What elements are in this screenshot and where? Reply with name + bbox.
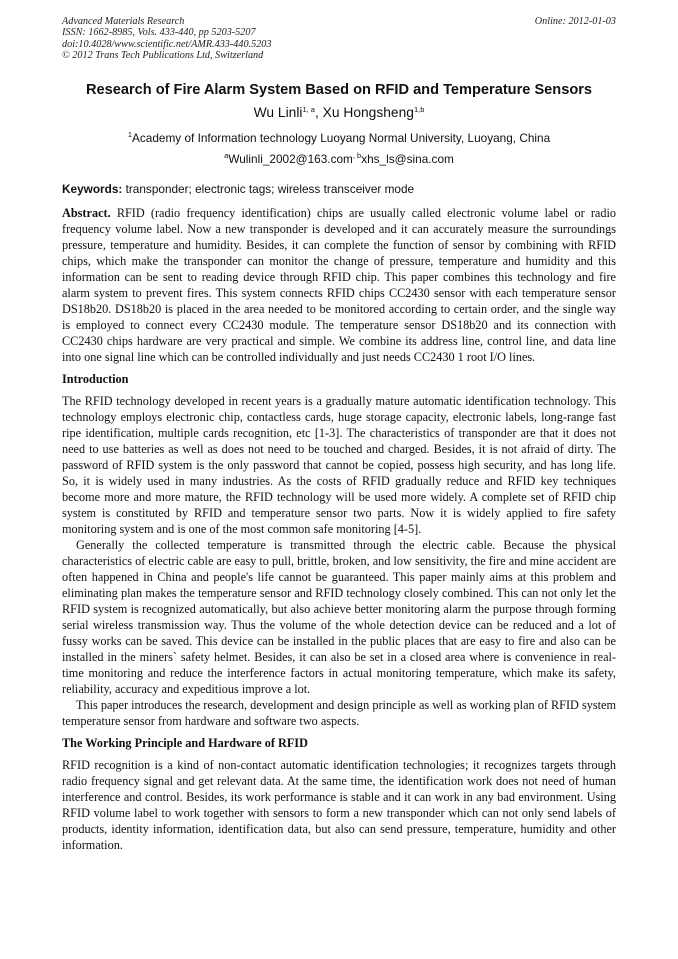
email-link[interactable]: Wulinli_2002@163.com <box>228 152 353 166</box>
affiliation <box>62 130 616 146</box>
online-date: Online: 2012-01-03 <box>534 16 616 27</box>
paragraph: Generally the collected temperature is transmitted through the electric cable. Because the physical characteristics of electric cable are easy to pull, brittle, broken, and low sensitivity, the fire and mine accident are often happened in China and people's life cannot be guaranteed. This paper mainly aims at this problem and eliminating plan makes the temperature sensor and RFID technology closely combined. This can not only let the RFID system is recognized automatically, but also achieve better monitoring alarm the purpose through forming serial wireless transmission way. Thus the volume of the whole detection device can be reduced and a lot of fussy works can be saved. This device can be installed in the public places that are easy to fire and also can be installed in the miners` safety helmet. Besides, it can also be set in a closed area where is convenience in real-time monitoring and reduce the interference factors in actual monitoring temperature, which make its safety, reliability, accuracy and expeditious improve a lot. <box>62 538 616 696</box>
abstract-label: Abstract. <box>62 206 111 220</box>
paragraph: This paper introduces the research, development and design principle as well as working plan of RFID system temperature sensor from hardware and software two aspects. <box>62 698 616 728</box>
journal-header <box>62 16 616 62</box>
author-separator: , <box>314 105 323 120</box>
paragraph: The RFID technology developed in recent years is a gradually mature automatic identification technology. This technology employs electronic chip, contactless cards, huge storage capacity, electronic labels, long-range fast ripe identification, multiple cards recognition, etc [1-3]. The characteristics of transponder are that it does not need to use batteries as well as does not need to be touched and charged. Besides, it is not afraid of dirty. The password of RFID system is the only password that cannot be copied, possess high security, and has long life. So, it is widely used in many industries. As the costs of RFID gradually reduce and RFID key techniques become more and more mature, the RFID technology will be used more widely. A complete set of RFID chip system is constituted by RFID and temperature sensor two parts. Now it is widely applied to fire safety monitoring system and is one of the most common safe monitoring [4-5]. <box>62 394 616 536</box>
keywords <box>62 181 616 197</box>
email-superscript: a <box>224 151 229 160</box>
paper-body <box>62 205 616 853</box>
author-name: Xu Hongsheng <box>322 105 414 120</box>
abstract-text: RFID (radio frequency identification) chips are usually called electronic volume label or radio frequency volume label. Now a new transponder is developed and it can accurately measure the surroundings pressure, temperature and humidity. Besides, it can complete the function of sensor by combining with RFID chips, which make the transponder can monitor the change of pressure, temperature and humidity and this information can be sent to reading device through RFID chip. This paper combines this technology and fire alarm system to prevent fires. This system connects RFID chips CC2430 sensor with each temperature sensor DS18b20. DS18b20 is placed in the area needed to be monitored according to certain order, and the single way is employed to connect every CC2430 module. The temperature sensor DS18b20 and its connection with CC2430 chips hardware are very practical and simple. We combine its address line, control line, and data line into one signal line which can be controlled individually and just needs CC2430 1 root I/O lines. <box>62 206 616 364</box>
journal-doi: doi:10.4028/www.scientific.net/AMR.433-440.5203 <box>62 38 272 50</box>
affiliation-text: Academy of Information technology Luoyang Normal University, Luoyang, China <box>132 131 551 145</box>
affiliation-superscript: 1 <box>127 130 133 139</box>
author-superscript: 1, a <box>302 105 315 114</box>
email-line <box>62 151 616 167</box>
abstract-paragraph <box>62 205 616 365</box>
email-superscript: , b <box>352 151 362 160</box>
keywords-label: Keywords: <box>62 182 123 196</box>
keywords-text: transponder; electronic tags; wireless transceiver mode <box>122 182 415 196</box>
email-link[interactable]: xhs_ls@sina.com <box>361 152 454 166</box>
journal-name: Advanced Materials Research <box>62 16 185 27</box>
journal-issn: ISSN: 1662-8985, Vols. 433-440, pp 5203-5207 <box>62 27 256 39</box>
author-name: Wu Linli <box>253 105 303 120</box>
author-line <box>62 104 616 122</box>
paper-title: Research of Fire Alarm System Based on RFID and Temperature Sensors <box>85 82 593 98</box>
paragraph: RFID recognition is a kind of non-contact automatic identification technologies; it recognizes targets through radio frequency signal and get relevant data. At the same time, the identification work does not need of human interference and control. Besides, its work performance is stable and it can work in any bad environment. Using RFID volume label to work together with sensors to form a new transponder which can not only send labels of products, identity information, identification data, but also can send pressure, temperature, humidity and other information. <box>62 758 616 852</box>
section-heading-introduction: Introduction <box>62 372 129 386</box>
author-superscript: 1,b <box>413 105 425 114</box>
section-heading-working-principle: The Working Principle and Hardware of RFID <box>62 736 308 750</box>
journal-copyright: © 2012 Trans Tech Publications Ltd, Switzerland <box>62 50 264 62</box>
